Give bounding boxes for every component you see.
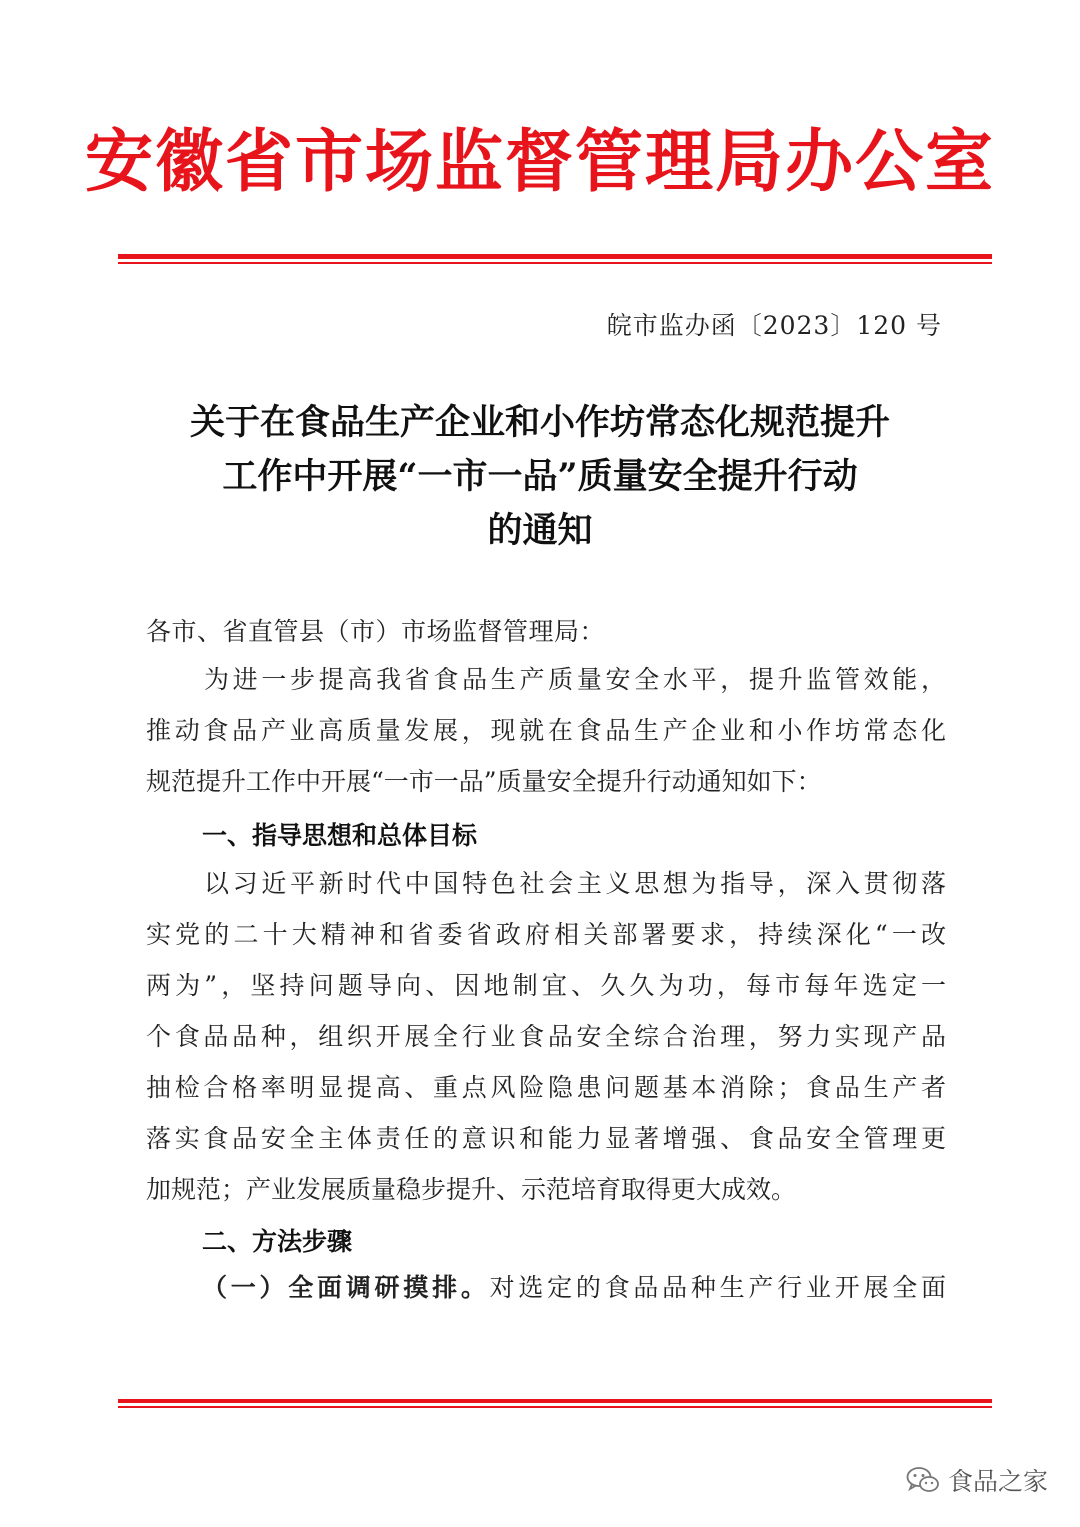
subsection-line — [202, 1268, 946, 1304]
paragraph-line: 推动食品产业高质量发展，现就在食品生产企业和小作坊常态化 — [146, 716, 946, 745]
document-title-line: 工作中开展“一市一品”质量安全提升行动 — [222, 456, 858, 497]
paragraph-line: 规范提升工作中开展“一市一品”质量安全提升行动通知如下： — [146, 767, 822, 796]
subsection-text: 对选定的食品品种生产行业开展全面 — [489, 1273, 946, 1302]
watermark-label: 食品之家 — [947, 1467, 1048, 1496]
document-title — [100, 396, 980, 558]
paragraph-line: 实党的二十大精神和省委省政府相关部署要求，持续深化“一改 — [146, 920, 946, 949]
watermark — [906, 1462, 1048, 1498]
subsection-label: （一）全面调研摸排。 — [202, 1273, 490, 1302]
intro-paragraph — [146, 654, 946, 807]
section-heading-2: 二、方法步骤 — [202, 1227, 353, 1256]
section-1-paragraph — [146, 858, 946, 1215]
document-title-line: 关于在食品生产企业和小作坊常态化规范提升 — [189, 402, 890, 443]
paragraph-line: 两为”，坚持问题导向、因地制宜、久久为功，每市每年选定一 — [146, 971, 946, 1000]
header-rule-thin — [118, 262, 992, 264]
issuing-office-title: 安徽省市场监督管理局办公室 — [84, 122, 995, 202]
footer-rule-thick — [118, 1399, 992, 1403]
footer-rule-thin — [118, 1406, 992, 1408]
section-heading-1: 一、指导思想和总体目标 — [202, 821, 478, 850]
paragraph-line: 以习近平新时代中国特色社会主义思想为指导，深入贯彻落 — [204, 869, 946, 898]
paragraph-line: 为进一步提高我省食品生产质量安全水平，提升监管效能， — [204, 665, 946, 694]
document-title-line: 的通知 — [487, 510, 593, 551]
paragraph-line: 抽检合格率明显提高、重点风险隐患问题基本消除；食品生产者 — [146, 1073, 946, 1102]
addressee: 各市、省直管县（市）市场监督管理局： — [146, 617, 606, 646]
paragraph-line: 加规范；产业发展质量稳步提升、示范培育取得更大成效。 — [146, 1175, 797, 1204]
header-rule-thick — [118, 254, 992, 259]
document-number: 皖市监办函〔2023〕120 号 — [606, 311, 942, 340]
wechat-icon — [906, 1466, 940, 1494]
paragraph-line: 落实食品安全主体责任的意识和能力显著增强、食品安全管理更 — [146, 1124, 946, 1153]
paragraph-line: 个食品品种，组织开展全行业食品安全综合治理，努力实现产品 — [146, 1022, 946, 1051]
